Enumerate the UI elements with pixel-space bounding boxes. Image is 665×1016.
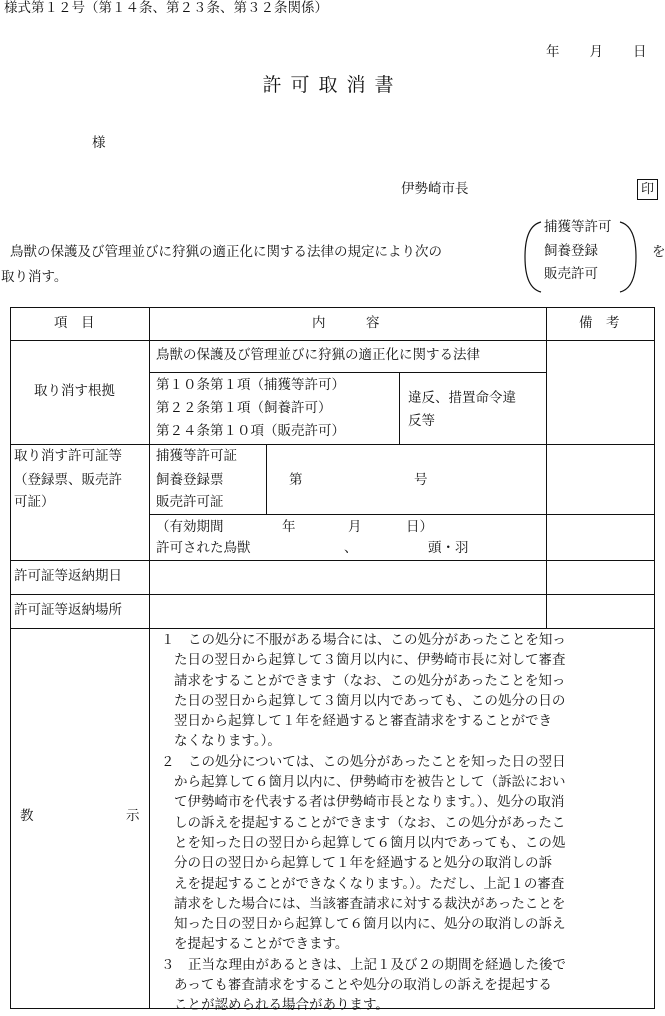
birds-separator: 、 (344, 540, 358, 556)
header-item: 項 目 (54, 315, 95, 331)
basis-article-1: 第１０条第１項（捕獲等許可） (156, 377, 345, 393)
permit-number-suffix: 号 (414, 472, 428, 488)
header-remarks: 備 考 (579, 315, 620, 331)
instruction-line: を提起することができます。 (174, 936, 349, 953)
instruction-line: から起算して６箇月以内に、伊勢崎市を被告として（訴訟におい (174, 774, 566, 791)
option-capture-permit: 捕獲等許可 (544, 219, 612, 235)
birds-label: 許可された鳥獣 (156, 540, 251, 556)
seal-stamp: 印 (637, 179, 658, 200)
date-line (546, 46, 647, 60)
validity-month: 月 (348, 519, 362, 535)
column-divider-violation (399, 372, 400, 444)
table-border-top (10, 307, 655, 308)
intro-line-2: 取り消す。 (1, 269, 68, 285)
intro-line-1: 鳥獣の保護及び管理並びに狩猟の適正化に関する法律の規定により次の (10, 244, 442, 260)
instruction-line: て伊勢崎市を代表する者は伊勢崎市長となります。）、処分の取消 (174, 794, 565, 811)
cancellation-table (10, 307, 655, 1014)
row-divider-permit-types (149, 514, 655, 515)
instruction-line: 翌日から起算して１年を経過すると審査請求をすることができ (174, 713, 552, 730)
permit-label-3: 可証） (14, 494, 55, 510)
instruction-line: 知った日の翌日から起算して６箇月以内に、処分の取消しの訴え (174, 916, 566, 933)
date-year-label: 年 (546, 44, 560, 60)
column-divider-remarks (546, 307, 547, 628)
row-divider-deadline (10, 594, 655, 595)
form-number: 様式第１２号（第１４条、第２３条、第３２条関係） (4, 0, 328, 16)
row-divider-basis (10, 444, 655, 445)
instruction-line: ２ この処分については、この処分があったことを知った日の翌日 (161, 753, 566, 770)
instruction-line: た日の翌日から起算して３箇月以内に、伊勢崎市長に対して審査 (174, 652, 566, 669)
basis-violation-1: 違反、措置命令違 (408, 390, 516, 406)
table-border-right (654, 307, 655, 1009)
validity-label: （有効期間 (156, 519, 224, 535)
table-border-left (10, 307, 11, 1009)
option-sales-permit: 販売許可 (544, 266, 598, 282)
instruction-line: ことが認められる場合があります。 (174, 997, 389, 1014)
instruction-line: しの訴えを提起することができます（なお、この処分があったこ (174, 814, 566, 831)
basis-article-2: 第２２条第１項（飼養許可） (156, 400, 332, 416)
instruction-line: なくなります。）。 (174, 733, 281, 750)
issuer-name: 伊勢崎市長 (401, 181, 469, 197)
instruction-line: 請求をした場合には、当該審査請求に対する裁決があったことを (174, 895, 566, 912)
instruction-line: あっても審査請求をすることや処分の取消しの訴えを提起する (174, 977, 552, 994)
validity-year: 年 (282, 519, 296, 535)
basis-article-3: 第２４条第１０項（販売許可） (156, 423, 345, 439)
row-divider-permit (10, 560, 655, 561)
birds-unit: 頭・羽 (428, 540, 469, 556)
basis-law: 鳥獣の保護及び管理並びに狩猟の適正化に関する法律 (156, 347, 480, 363)
permit-type-sales: 販売許可証 (156, 494, 224, 510)
permit-type-breeding: 飼養登録票 (156, 472, 224, 488)
permit-label-1: 取り消す許可証等 (14, 448, 122, 464)
return-deadline-label: 許可証等返納期日 (14, 568, 122, 584)
permit-label-2: （登録票、販売許 (14, 472, 122, 488)
return-place-label: 許可証等返納場所 (14, 602, 122, 618)
intro-suffix: を (652, 244, 665, 260)
instruction-text (161, 630, 649, 1016)
header-content: 内 容 (312, 315, 380, 331)
right-bracket (618, 220, 640, 294)
basis-violation-2: 反等 (408, 413, 435, 429)
instruction-line: １ この処分に不服がある場合には、この処分があったことを知っ (161, 632, 566, 648)
document-title: 許可取消書 (262, 74, 403, 96)
instruction-label-a: 教 (20, 808, 34, 824)
row-divider-law (149, 372, 546, 373)
instruction-line: 分の日の翌日から起算して１年を経過すると処分の取消しの訴 (174, 855, 552, 872)
validity-day: 日） (406, 519, 433, 535)
instruction-line: 請求をすることができます（なお、この処分があったことを知っ (174, 672, 566, 689)
date-day-label: 日 (633, 44, 647, 60)
permit-type-capture: 捕獲等許可証 (156, 448, 237, 464)
instruction-line: とを知った日の翌日から起算して６箇月以内であっても、この処 (174, 834, 566, 851)
instruction-line: た日の翌日から起算して３箇月以内であっても、この処分の日の (174, 692, 566, 709)
basis-label: 取り消す根拠 (34, 383, 115, 399)
instruction-line: えを提起することができなくなります。）。ただし、上記１の審査 (174, 875, 565, 892)
instruction-label-b: 示 (126, 808, 140, 824)
addressee-suffix: 様 (92, 135, 106, 151)
row-divider-header (10, 340, 655, 341)
left-bracket (521, 220, 543, 294)
permit-number-prefix: 第 (289, 472, 303, 488)
column-divider-permit-types (266, 444, 267, 514)
date-month-label: 月 (589, 44, 603, 60)
option-breeding-registration: 飼養登録 (544, 243, 598, 259)
row-divider-place (10, 628, 655, 629)
column-divider-item (149, 307, 150, 1009)
instruction-line: ３ 正当な理由があるときは、上記１及び２の期間を経過した後で (161, 956, 566, 973)
